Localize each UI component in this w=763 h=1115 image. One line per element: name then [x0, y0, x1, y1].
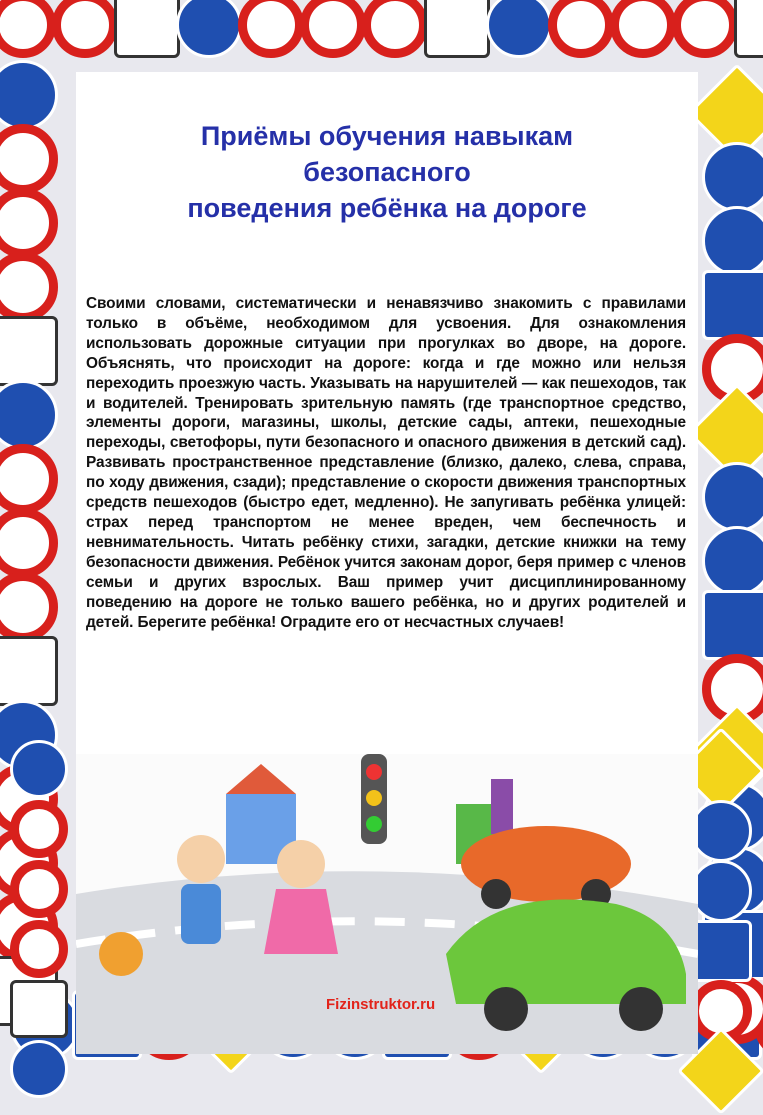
road-sign: [0, 316, 58, 386]
road-sign: [610, 0, 676, 58]
traffic-light-red: [366, 764, 382, 780]
boy-head: [177, 835, 225, 883]
road-sign: [702, 590, 763, 660]
page-title: [76, 118, 698, 226]
snail-shell: [99, 932, 143, 976]
girl-dress: [264, 889, 338, 954]
road-sign: [52, 0, 118, 58]
road-sign: [702, 526, 763, 596]
green-car-wheel-1: [484, 987, 528, 1031]
road-sign: [10, 740, 68, 798]
road-sign: [0, 252, 58, 322]
road-sign: [238, 0, 304, 58]
road-sign: [0, 508, 58, 578]
title-line-1: Приёмы обучения навыкам: [200, 121, 574, 151]
green-car-wheel-2: [619, 987, 663, 1031]
road-sign: [176, 0, 242, 58]
traffic-light-green: [366, 816, 382, 832]
road-sign: [362, 0, 428, 58]
road-sign: [10, 860, 68, 918]
road-sign: [690, 860, 752, 922]
road-sign: [0, 60, 58, 130]
road-sign: [0, 188, 58, 258]
road-sign: [10, 800, 68, 858]
content-panel: [76, 72, 698, 754]
road-sign: [0, 380, 58, 450]
road-sign: [702, 206, 763, 276]
traffic-light-yellow: [366, 790, 382, 806]
road-sign: [702, 462, 763, 532]
body-paragraph: Своими словами, систематически и ненавязчиво знакомить с правилами только в объёме, необходимом для усвоения. Для ознакомления использовать дорожные ситуации при прогулках во дворе, на дороге. Объяснять, что происходит на дороге: когда и где можно или нельзя переходить проезжую часть. Указывать на нарушителей — как пешеходов, так и водителей. Тренировать зрительную память (где транспортное средство, элементы дороги, магазины, школы, детские сады, аптеки, пешеходные переходы, светофоры, пути безопасного и опасного движения в детский сад). Развивать пространственное представление (близко, далеко, слева, справа, по ходу движения, сзади); представление о скорости движения транспортных средств пешеходов (быстро едет, медленно). Не запугивать ребёнка улицей: страх перед транспортом не менее вреден, чем беспечность и невнимательность. Читать ребёнку стихи, загадки, детские книжки на тему безопасности движения. Ребёнок учится законам дорог, беря пример с членов семьи и других взрослых. Ваш пример учит дисциплинированному поведению на дороге не только вашего ребёнка, но и других родителей и детей. Берегите ребёнка! Оградите его от несчастных случаев!: [86, 295, 686, 631]
road-sign: [734, 0, 763, 58]
road-sign: [0, 0, 56, 58]
road-sign: [548, 0, 614, 58]
road-sign: [690, 920, 752, 982]
site-credit: Fizinstruktor.ru: [326, 996, 436, 1013]
title-line-2: безопасного: [303, 157, 471, 187]
road-sign: [10, 920, 68, 978]
road-sign: [0, 124, 58, 194]
road-sign: [10, 1040, 68, 1098]
road-sign: [702, 270, 763, 340]
road-sign: [0, 636, 58, 706]
road-sign: [672, 0, 738, 58]
road-sign: [702, 142, 763, 212]
road-sign: [690, 800, 752, 862]
road-sign: [300, 0, 366, 58]
tower: [491, 779, 513, 834]
road-sign: [424, 0, 490, 58]
road-sign: [0, 444, 58, 514]
road-sign: [10, 980, 68, 1038]
house-1-roof: [226, 764, 296, 794]
title-line-3: поведения ребёнка на дороге: [187, 193, 587, 223]
orange-car-wheel-1: [481, 879, 511, 909]
road-sign: [114, 0, 180, 58]
boy-body: [181, 884, 221, 944]
road-sign: [486, 0, 552, 58]
road-sign: [0, 572, 58, 642]
girl-head: [277, 840, 325, 888]
